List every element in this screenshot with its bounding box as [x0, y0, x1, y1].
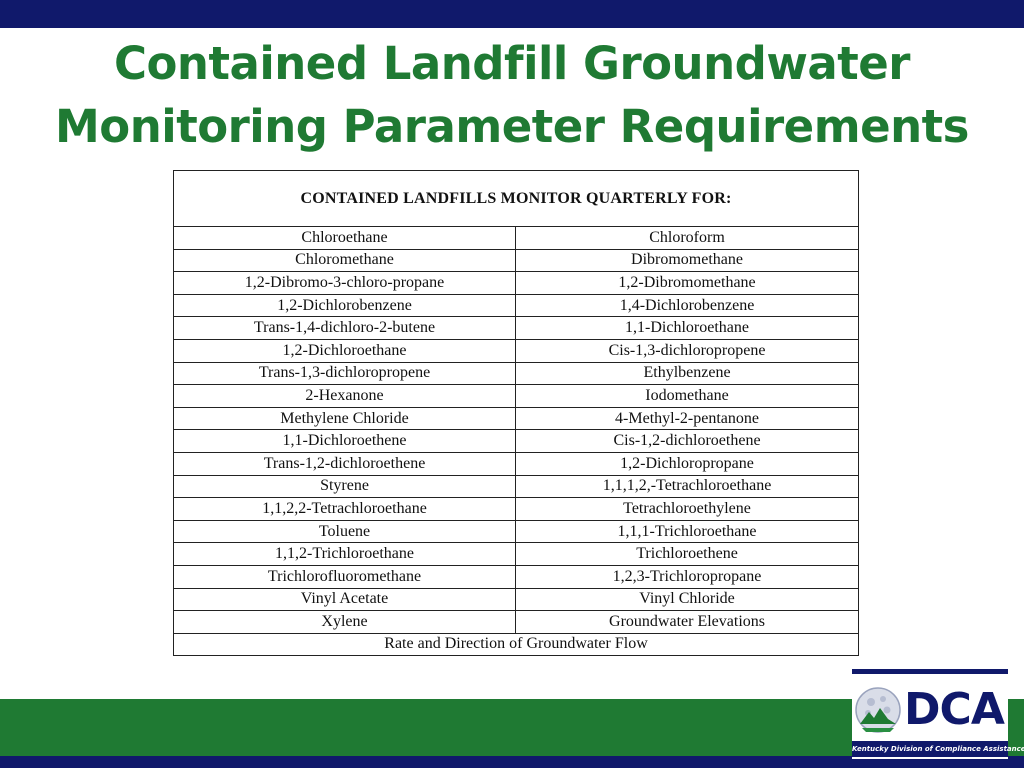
table-cell-left: Xylene	[174, 611, 516, 634]
table-row	[174, 385, 859, 408]
table-header-row	[174, 171, 859, 227]
table-cell-left: Trans-1,4-dichloro-2-butene	[174, 317, 516, 340]
dca-logo-subtitle: Kentucky Division of Compliance Assistance	[852, 741, 1008, 757]
table-cell-left: Trichlorofluoromethane	[174, 565, 516, 588]
table-cell-left: 1,2-Dichlorobenzene	[174, 294, 516, 317]
table-cell-left: 1,2-Dibromo-3-chloro-propane	[174, 272, 516, 295]
table-cell-right: 4-Methyl-2-pentanone	[516, 407, 859, 430]
table-cell-right: 1,1,1-Trichloroethane	[516, 520, 859, 543]
dca-logo-text: DCA	[904, 684, 1004, 735]
table-row	[174, 249, 859, 272]
table-row	[174, 475, 859, 498]
table-cell-left: Trans-1,2-dichloroethene	[174, 452, 516, 475]
table-cell-left: Chloroethane	[174, 227, 516, 250]
table-cell-right: Iodomethane	[516, 385, 859, 408]
table-row	[174, 407, 859, 430]
table-row	[174, 430, 859, 453]
top-navy-band	[0, 0, 1024, 28]
table-cell-left: Toluene	[174, 520, 516, 543]
table-row	[174, 227, 859, 250]
table-row	[174, 520, 859, 543]
table-cell-left: Methylene Chloride	[174, 407, 516, 430]
table-row	[174, 294, 859, 317]
table-cell-right: Vinyl Chloride	[516, 588, 859, 611]
table-cell-left: Trans-1,3-dichloropropene	[174, 362, 516, 385]
slide-title	[0, 32, 1024, 158]
table-row	[174, 543, 859, 566]
table-cell-right: 1,2,3-Trichloropropane	[516, 565, 859, 588]
table-cell-right: 1,2-Dibromomethane	[516, 272, 859, 295]
table-cell-left: 1,2-Dichloroethane	[174, 339, 516, 362]
table-cell-left: Vinyl Acetate	[174, 588, 516, 611]
table-cell-right: 1,1,1,2,-Tetrachloroethane	[516, 475, 859, 498]
table-cell-right: 1,1-Dichloroethane	[516, 317, 859, 340]
table-row	[174, 452, 859, 475]
dca-logo	[852, 669, 1026, 759]
table-row	[174, 339, 859, 362]
table-cell-right: 1,2-Dichloropropane	[516, 452, 859, 475]
table-cell-left: Styrene	[174, 475, 516, 498]
table-cell-right: Dibromomethane	[516, 249, 859, 272]
table-row	[174, 565, 859, 588]
table-cell-right: Trichloroethene	[516, 543, 859, 566]
table-cell-left: 1,1,2-Trichloroethane	[174, 543, 516, 566]
table-cell-right: Tetrachloroethylene	[516, 498, 859, 521]
dca-globe-logo-icon	[854, 682, 902, 738]
table-cell-right: Ethylbenzene	[516, 362, 859, 385]
table-row	[174, 498, 859, 521]
table-cell-right: Cis-1,2-dichloroethene	[516, 430, 859, 453]
table-row	[174, 272, 859, 295]
table-cell-left: 1,1,2,2-Tetrachloroethane	[174, 498, 516, 521]
slide-title-line-1: Contained Landfill Groundwater	[113, 37, 910, 90]
slide-title-line-2: Monitoring Parameter Requirements	[55, 100, 969, 153]
table-cell-left: Chloromethane	[174, 249, 516, 272]
parameters-table	[173, 170, 859, 656]
table-cell-right: Chloroform	[516, 227, 859, 250]
table-cell-right: Cis-1,3-dichloropropene	[516, 339, 859, 362]
table-cell-right: Groundwater Elevations	[516, 611, 859, 634]
table-footer-row	[174, 633, 859, 656]
table-footer-cell: Rate and Direction of Groundwater Flow	[174, 633, 859, 656]
table-cell-left: 1,1-Dichloroethene	[174, 430, 516, 453]
table-row	[174, 611, 859, 634]
table-row	[174, 362, 859, 385]
table-row	[174, 317, 859, 340]
table-cell-right: 1,4-Dichlorobenzene	[516, 294, 859, 317]
table-cell-left: 2-Hexanone	[174, 385, 516, 408]
table-header-cell: CONTAINED LANDFILLS MONITOR QUARTERLY FOR:	[174, 171, 859, 227]
parameters-table-container	[173, 170, 858, 656]
table-row	[174, 588, 859, 611]
